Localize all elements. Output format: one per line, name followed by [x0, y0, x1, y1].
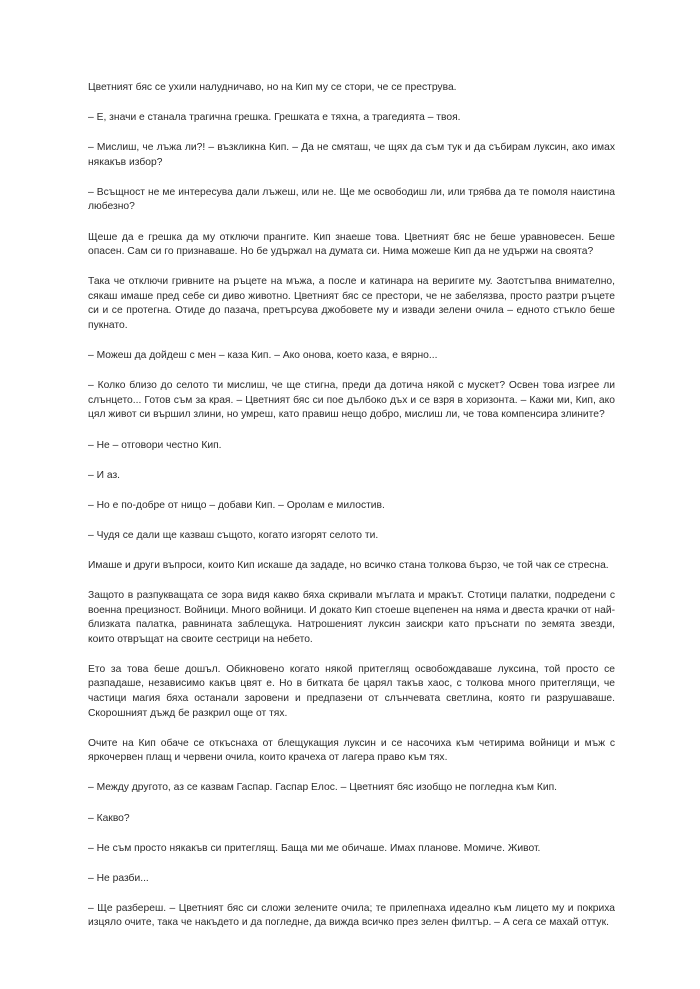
document-page — [88, 81, 615, 946]
paragraph: Защото в разпукващата се зора видя какво бяха скривали мъглата и мракът. Стотици палатки, подредени с военна прецизност. Войници. Много войници. И докато Кип стоеше вцепенен на няма и двеста крачки от най-близката палатка, равнината заблещука. Натрошеният луксин заискри като пръснати по земята звезди, които отвръщат на своите сестрици на небето. — [88, 589, 615, 645]
paragraph: – Не – отговори честно Кип. — [88, 439, 222, 451]
paragraph: – Но е по-добре от нищо – добави Кип. – Оролам е милостив. — [88, 499, 385, 511]
paragraph: Очите на Кип обаче се откъснаха от блещукащия луксин и се насочиха към четирима войници и мъж с яркочервен плащ и червени очила, които крачеха от лагера право към тях. — [88, 737, 615, 764]
paragraph: Така че отключи гривните на ръцете на мъжа, а после и катинара на веригите му. Заотстъпва внимателно, сякаш имаше пред себе си диво животно. Цветният бяс се престори, че не забелязва, просто разтри ръцете си и се протегна. Отиде до пазача, претърсува джобовете му и извади зелени очила – едното стъкло беше пукнато. — [88, 276, 615, 332]
paragraph: – Чудя се дали ще казваш същото, когато изгорят селото ти. — [88, 529, 379, 541]
paragraph: Цветният бяс се ухили налудничаво, но на Кип му се стори, че се преструва. — [88, 82, 457, 93]
paragraph: – Ще разбереш. – Цветният бяс си сложи зелените очила; те прилепнаха идеално към лицето му и покриха изцяло очите, така че накъдето и да погледне, да вижда всичко през зелен филтър. – А сега се махай оттук. — [88, 902, 615, 929]
paragraph: Щеше да е грешка да му отключи прангите. Кип знаеше това. Цветният бяс не беше уравновесен. Беше опасен. Сам си го признаваше. Но бе удържал на думата си. Нима можеше Кип да не удържи на своята? — [88, 231, 615, 258]
paragraph: – Мислиш, че лъжа ли?! – възкликна Кип. – Да не смяташ, че щях да съм тук и да събирам луксин, ако имах някакъв избор? — [88, 142, 615, 168]
paragraph: – Не разби... — [88, 872, 149, 884]
paragraph: – Между другото, аз се казвам Гаспар. Гаспар Елос. – Цветният бяс изобщо не погледна към Кип. — [88, 782, 558, 794]
paragraph: – Не съм просто някакъв си притеглящ. Баща ми ме обичаше. Имах планове. Момиче. Живот. — [88, 842, 541, 854]
paragraph: – Можеш да дойдеш с мен – каза Кип. – Ако онова, което каза, е вярно... — [88, 350, 438, 362]
paragraph: Ето за това беше дошъл. Обикновено когато някой притеглящ освобождаваше луксина, той просто се разпадаше, независимо какъв цвят е. Но в битката бе царял такъв хаос, с толкова много притеглящи, че частици магия бяха останали заровени и предпазени от слънчевата светлина, която ги разрушаваше. Скорошният дъжд бе разкрил още от тях. — [88, 663, 615, 719]
paragraph: – Всъщност не ме интересува дали лъжеш, или не. Ще ме освободиш ли, или трябва да те помоля наистина любезно? — [88, 186, 615, 213]
paragraph: – Какво? — [88, 812, 130, 824]
paragraph: Имаше и други въпроси, които Кип искаше да зададе, но всичко стана толкова бързо, че той чак се стресна. — [88, 559, 609, 571]
paragraph: – Е, значи е станала трагична грешка. Грешката е тяхна, а трагедията – твоя. — [88, 112, 461, 124]
paragraph: – Колко близо до селото ти мислиш, че ще стигна, преди да дотича някой с мускет? Освен това изгрее ли слънцето... Готов съм за края. – Цветният бяс си пое дълбоко дъх и се взря в хоризонта. – Кажи ми, Кип, ако цял живот си вършил злини, но умреш, като правиш нещо добро, мислиш ли, че това компенсира злините? — [88, 380, 615, 421]
paragraph: – И аз. — [88, 469, 121, 481]
